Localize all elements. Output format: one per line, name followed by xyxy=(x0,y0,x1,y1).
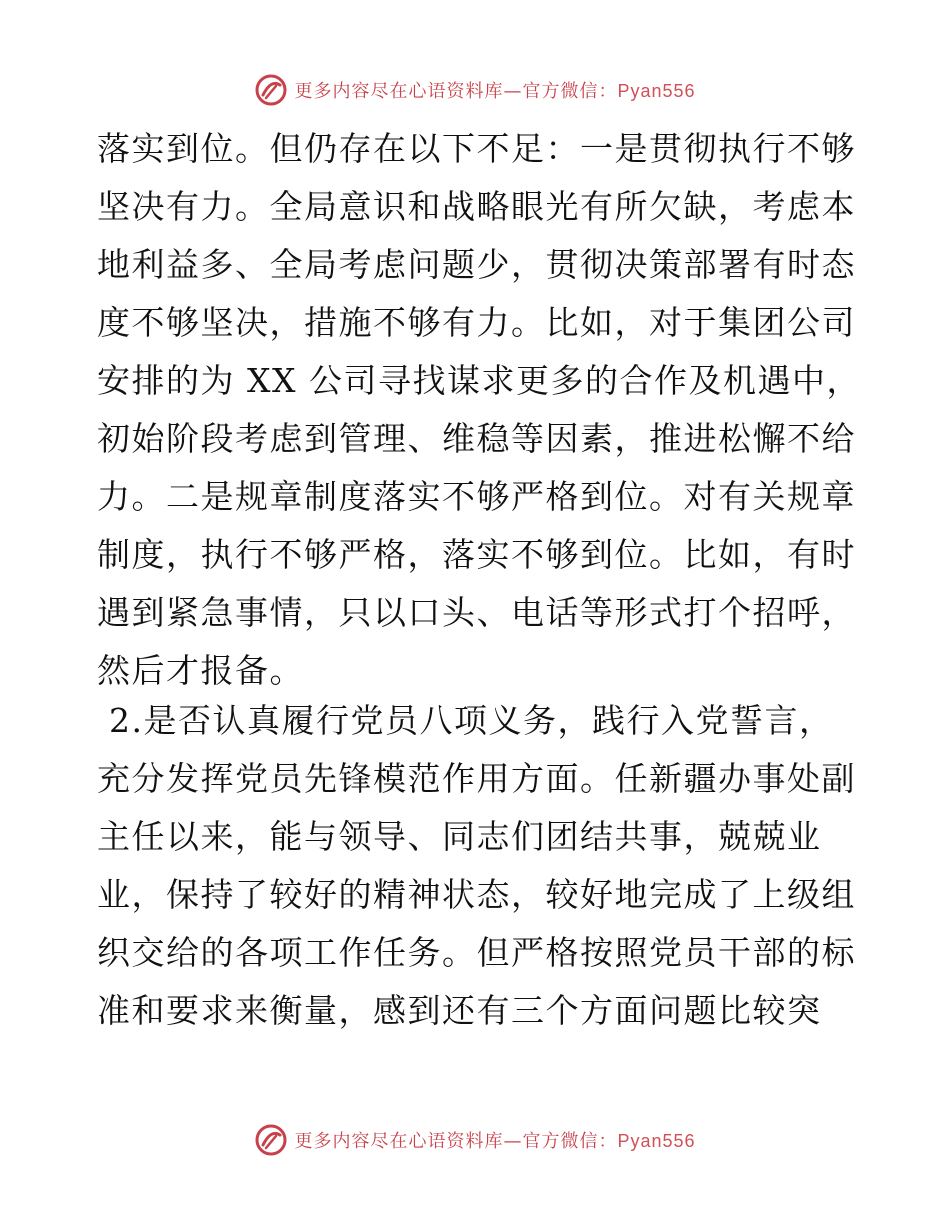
header-wechat-id: Pyan556 xyxy=(617,81,696,101)
text-line: 然后才报备。 xyxy=(97,651,304,690)
footer-wechat-id: Pyan556 xyxy=(617,1131,696,1151)
text-line: 充分发挥党员先锋模范作用方面。任新疆办事处副 xyxy=(97,759,856,798)
header-separator: — xyxy=(503,81,523,102)
footer-text xyxy=(294,1127,695,1153)
text-line: 安排的为 XX 公司寻找谋求更多的合作及机遇中， xyxy=(97,361,861,400)
logo-icon xyxy=(254,73,288,107)
logo-icon xyxy=(254,1123,288,1157)
text-line: 准和要求来衡量，感到还有三个方面问题比较突 xyxy=(97,991,822,1030)
footer-wechat-label: 官方微信： xyxy=(522,1131,618,1152)
text-line: 度不够坚决，措施不够有力。比如，对于集团公司 xyxy=(97,303,856,342)
footer-main-text: 更多内容尽在心语资料库 xyxy=(294,1131,504,1152)
text-line: 遇到紧急事情，只以口头、电话等形式打个招呼， xyxy=(97,593,856,632)
text-line: 地利益多、全局考虑问题少，贯彻决策部署有时态 xyxy=(97,245,856,284)
footer-banner xyxy=(0,1120,950,1160)
header-text xyxy=(294,77,695,103)
header-main-text: 更多内容尽在心语资料库 xyxy=(294,81,504,102)
text-line: 坚决有力。全局意识和战略眼光有所欠缺，考虑本 xyxy=(97,187,856,226)
text-line: 落实到位。但仍存在以下不足：一是贯彻执行不够 xyxy=(97,129,856,168)
header-wechat-label: 官方微信： xyxy=(522,81,618,102)
text-line: 力。二是规章制度落实不够严格到位。对有关规章 xyxy=(97,477,856,516)
text-line: 织交给的各项工作任务。但严格按照党员干部的标 xyxy=(97,933,856,972)
text-line: 主任以来，能与领导、同志们团结共事，兢兢业 xyxy=(97,817,822,856)
paragraph-2 xyxy=(97,692,857,1040)
text-line: 制度，执行不够严格，落实不够到位。比如，有时 xyxy=(97,535,856,574)
paragraph-1 xyxy=(97,120,861,700)
text-line: 业，保持了较好的精神状态，较好地完成了上级组 xyxy=(97,875,856,914)
footer-separator: — xyxy=(503,1131,523,1152)
text-line: 初始阶段考虑到管理、维稳等因素，推进松懈不给 xyxy=(97,419,856,458)
header-banner xyxy=(0,70,950,110)
text-line: 2.是否认真履行党员八项义务，践行入党誓言， xyxy=(97,701,834,740)
